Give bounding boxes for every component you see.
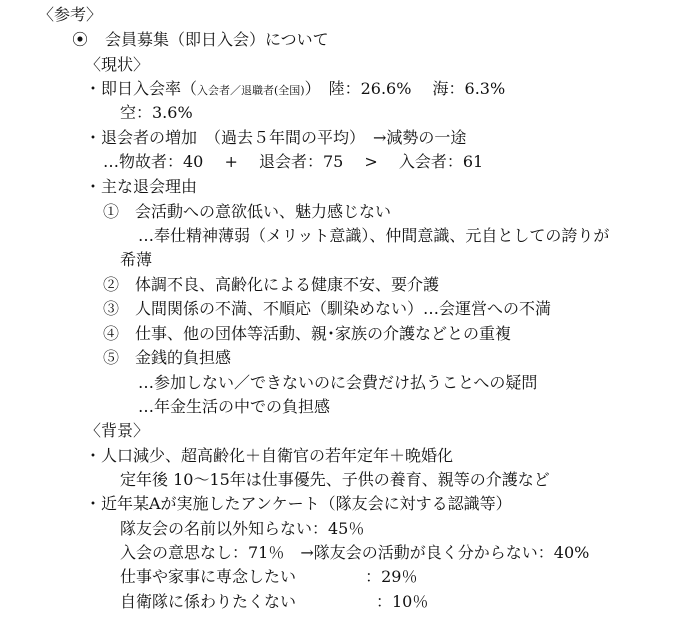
comparison-line: …物故者：40 + 退会者：75 > 入会者：61 bbox=[103, 152, 484, 171]
survey-item: 隊友会の名前以外知らない：45％ bbox=[120, 519, 365, 538]
decline-line: ・退会者の増加 （過去５年間の平均） →減勢の一途 bbox=[85, 128, 467, 147]
retire-line: 定年後 10～15年は仕事優先、子供の養育、親等の介護など bbox=[120, 470, 550, 489]
join-rate-line bbox=[85, 79, 505, 101]
topic-title: 会員募集（即日入会）について bbox=[105, 30, 329, 49]
reason-item: ① 会活動への意欲低い、魅力感じない bbox=[103, 202, 392, 221]
join-rate-lead: ・即日入会率（ bbox=[85, 79, 198, 98]
reason-item: ④ 仕事、他の団体等活動、親･家族の介護などとの重複 bbox=[103, 324, 512, 343]
current-label: 〈現状〉 bbox=[85, 55, 150, 74]
reason-item: ⑤ 金銭的負担感 bbox=[103, 348, 232, 367]
reason-item: …奉仕精神薄弱（メリット意識）、仲間意識、元自としての誇りが bbox=[138, 226, 610, 245]
reason-item: ② 体調不良、高齢化による健康不安、要介護 bbox=[103, 275, 440, 294]
reference-label: 〈参考〉 bbox=[38, 5, 103, 24]
join-rate-air: 空：3.6% bbox=[120, 103, 193, 122]
reason-item: …参加しない／できないのに会費だけ払うことへの疑問 bbox=[138, 373, 538, 392]
join-rate-tail: ） 陸：26.6% 海：6.3% bbox=[304, 79, 506, 98]
reason-item: 希薄 bbox=[120, 250, 153, 269]
reason-item: ③ 人間関係の不満、不順応（馴染めない）…会運営への不満 bbox=[103, 299, 552, 318]
survey-title: ・近年某Aが実施したアンケート（隊友会に対する認識等） bbox=[85, 494, 512, 513]
join-rate-detail: 入会者／退職者(全国) bbox=[197, 84, 305, 97]
survey-item: 入会の意思なし：71％ →隊友会の活動が良く分からない：40% bbox=[120, 543, 590, 562]
aging-line: ・人口減少、超高齢化＋自衛官の若年定年＋晩婚化 bbox=[85, 446, 454, 465]
survey-item: 仕事や家事に専念したい ：29％ bbox=[120, 567, 418, 586]
background-label: 〈背景〉 bbox=[85, 421, 150, 440]
reasons-title: ・主な退会理由 bbox=[85, 177, 198, 196]
survey-item: 自衛隊に係わりたくない ：10％ bbox=[120, 592, 429, 611]
reason-item: …年金生活の中での負担感 bbox=[138, 397, 331, 416]
topic-bullet-icon: ⦿ bbox=[72, 30, 89, 49]
